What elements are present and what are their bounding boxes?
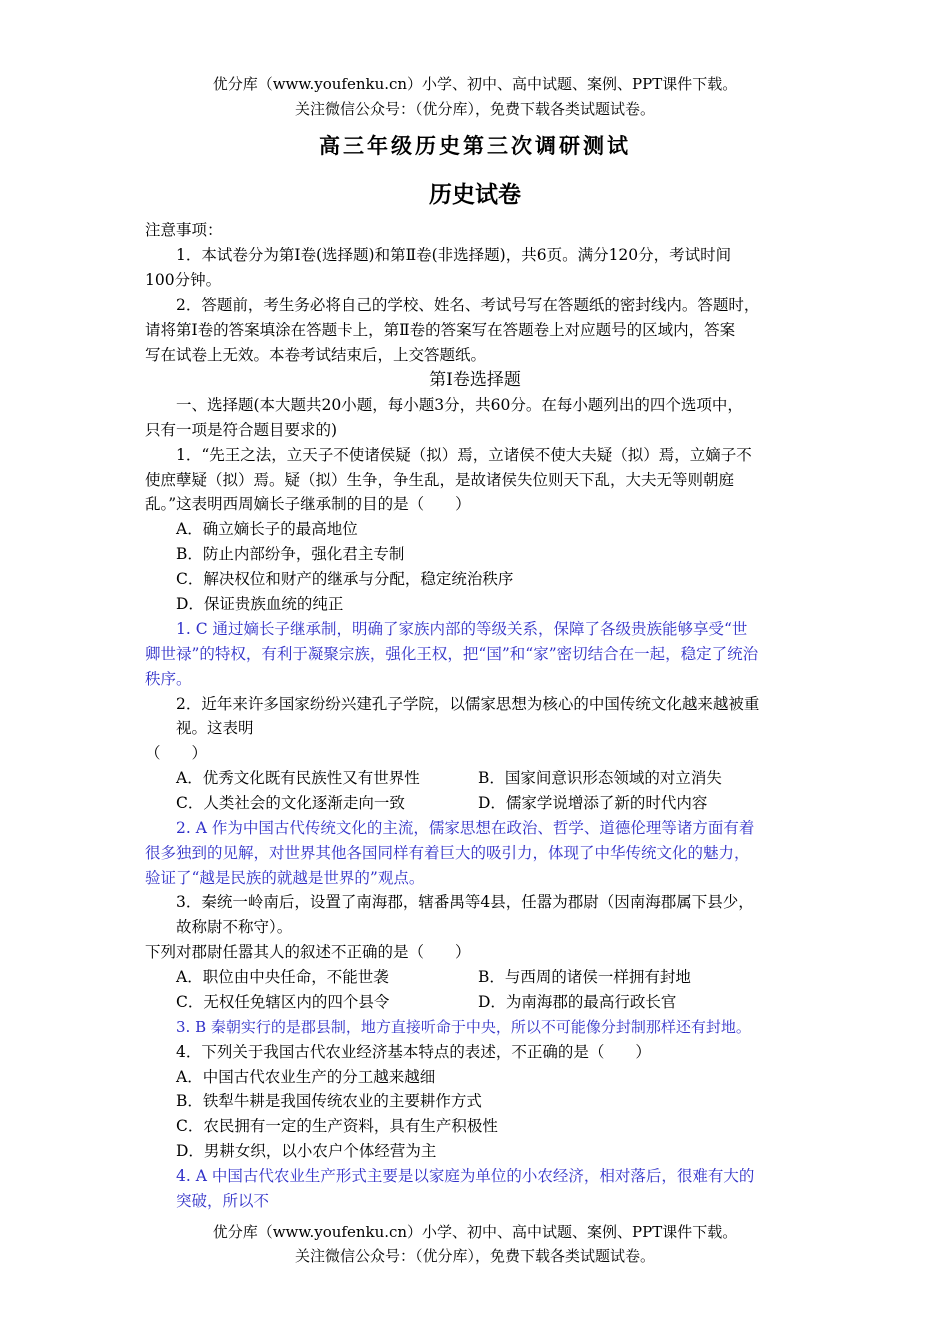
q4-option-a: A．中国古代农业生产的分工越来越细: [176, 1068, 436, 1086]
q2-option-d: D．儒家学说增添了新的时代内容: [478, 794, 708, 812]
section-title: 第Ⅰ卷选择题: [429, 370, 521, 390]
q4-answer-line-2: 突破，所以不: [176, 1192, 270, 1210]
q2-option-c: C．人类社会的文化逐渐走向一致: [176, 794, 405, 812]
q2-answer-line-2: 很多独到的见解，对世界其他各国同样有着巨大的吸引力，体现了中华传统文化的魅力，: [145, 844, 750, 862]
page-title: 高三年级历史第三次调研测试: [319, 133, 631, 158]
q3-option-a: A．职位由中央任命，不能世袭: [176, 968, 389, 986]
q4-answer-line-1: 4. A 中国古代农业生产形式主要是以家庭为单位的小农经济，相对落后，很难有大的: [176, 1167, 755, 1185]
notice-item-1-line-2: 100分钟。: [145, 271, 222, 289]
page-subtitle: 历史试卷: [429, 181, 521, 208]
q3-stem-line-1: 3．秦统一岭南后，设置了南海郡，辖番禺等4县，任嚣为郡尉（因南海郡属下县少，: [176, 893, 754, 911]
q2-option-a: A．优秀文化既有民族性又有世界性: [176, 769, 420, 787]
section-intro-line-1: 一、选择题(本大题共20小题，每小题3分，共60分。在每小题列出的四个选项中，: [176, 396, 743, 414]
q1-answer-line-3: 秩序。: [145, 670, 192, 688]
q4-option-c: C．农民拥有一定的生产资料，具有生产积极性: [176, 1117, 498, 1135]
q3-stem-line-2: 故称尉不称守）。: [176, 918, 293, 936]
q2-answer-line-3: 验证了“越是民族的就越是世界的”观点。: [145, 869, 425, 887]
q1-option-a: A．确立嫡长子的最高地位: [176, 520, 358, 538]
q4-stem-line-1: 4．下列关于我国古代农业经济基本特点的表述，不正确的是（ ）: [176, 1043, 651, 1061]
header-line-1: 优分库（www.youfenku.cn）小学、初中、高中试题、案例、PPT课件下载。: [212, 75, 738, 93]
q2-stem-line-1: 2．近年来许多国家纷纷兴建孔子学院，以儒家思想为核心的中国传统文化越来越被重: [176, 695, 760, 713]
q1-option-d: D．保证贵族血统的纯正: [176, 595, 344, 613]
notice-item-2-line-1: 2．答题前，考生务必将自己的学校、姓名、考试号写在答题纸的密封线内。答题时，: [176, 296, 760, 314]
q1-stem-line-2: 使庶孽疑（拟）焉。疑（拟）生争，争生乱，是故诸侯失位则天下乱，大夫无等则朝庭: [145, 471, 735, 489]
q4-option-b: B．铁犁牛耕是我国传统农业的主要耕作方式: [176, 1092, 482, 1110]
q2-stem-line-2: 视。这表明: [176, 719, 254, 737]
q3-option-d: D．为南海郡的最高行政长官: [478, 993, 677, 1011]
footer-line-2: 关注微信公众号：（优分库），免费下载各类试题试卷。: [294, 1247, 655, 1265]
q3-option-b: B．与西周的诸侯一样拥有封地: [478, 968, 691, 986]
footer-line-1: 优分库（www.youfenku.cn）小学、初中、高中试题、案例、PPT课件下载。: [212, 1223, 738, 1241]
section-intro-line-2: 只有一项是符合题目要求的): [145, 421, 338, 439]
notice-item-1-line-1: 1．本试卷分为第Ⅰ卷(选择题)和第Ⅱ卷(非选择题)，共6页。满分120分，考试时间: [176, 246, 732, 264]
notice-item-2-line-2: 请将第Ⅰ卷的答案填涂在答题卡上，第Ⅱ卷的答案写在答题卷上对应题号的区域内，答案: [145, 321, 736, 339]
q2-stem-line-3: （ ）: [145, 744, 208, 762]
q1-answer-line-2: 卿世禄”的特权，有利于凝聚宗族，强化王权，把“国”和“家”密切结合在一起，稳定了统治: [145, 645, 759, 663]
q3-answer-line-1: 3. B 秦朝实行的是郡县制，地方直接听命于中央，所以不可能像分封制那样还有封地。: [176, 1018, 751, 1036]
q1-stem-line-1: 1．“先王之法，立天子不使诸侯疑（拟）焉，立诸侯不使大夫疑（拟）焉，立嫡子不: [176, 446, 752, 464]
q3-option-c: C．无权任免辖区内的四个县令: [176, 993, 390, 1011]
q4-option-d: D．男耕女织，以小农户个体经营为主: [176, 1142, 437, 1160]
q1-stem-line-3: 乱。”这表明西周嫡长子继承制的目的是（ ）: [145, 495, 471, 513]
notice-item-2-line-3: 写在试卷上无效。本卷考试结束后，上交答题纸。: [145, 346, 487, 364]
q3-stem-line-3: 下列对郡尉任嚣其人的叙述不正确的是（ ）: [145, 943, 471, 961]
q2-answer-line-1: 2. A 作为中国古代传统文化的主流，儒家思想在政治、哲学、道德伦理等诸方面有着: [176, 819, 755, 837]
q2-option-b: B．国家间意识形态领域的对立消失: [478, 769, 722, 787]
notice-heading: 注意事项：: [145, 221, 223, 239]
q1-option-b: B．防止内部纷争，强化君主专制: [176, 545, 405, 563]
header-line-2: 关注微信公众号：（优分库），免费下载各类试题试卷。: [294, 100, 655, 118]
q1-answer-line-1: 1. C 通过嫡长子继承制，明确了家族内部的等级关系，保障了各级贵族能够享受“世: [176, 620, 748, 638]
q1-option-c: C．解决权位和财产的继承与分配，稳定统治秩序: [176, 570, 514, 588]
